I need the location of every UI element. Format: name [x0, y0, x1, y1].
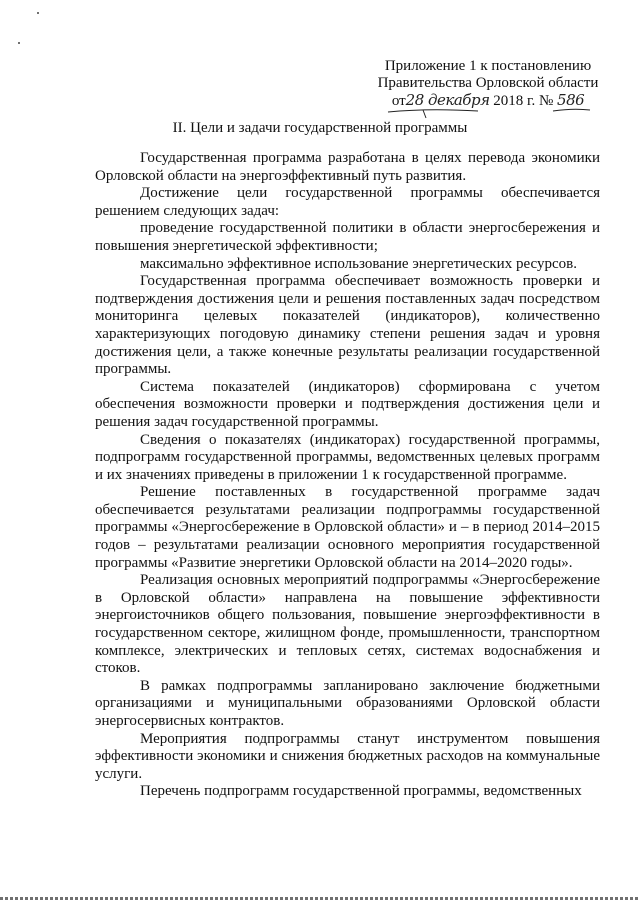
handwriting-underline: [368, 106, 608, 120]
paragraph: Решение поставленных в государственной программе задач обеспечивается результатами реализации подпрограммы государственной программы «Энергосбережение в Орловской области» и – в период 2014–2015 годов – результатами реализации основного мероприятия государственной программы «Развитие энергетики Орловской области на 2014–2020 годы».: [95, 484, 600, 571]
paragraph: В рамках подпрограммы запланировано заключение бюджетными организациями и муниципальными образованиями Орловской области энергосервисных контрактов.: [95, 677, 600, 729]
paragraph: максимально эффективное использование энергетических ресурсов.: [140, 255, 577, 272]
scan-edge-line: [0, 897, 640, 900]
header-line-government: Правительства Орловской области: [377, 75, 599, 91]
paragraph: Система показателей (индикаторов) сформирована с учетом обеспечения возможности проверки и подтверждения достижения цели и решения задач государственной программы.: [95, 378, 600, 430]
paragraph: Сведения о показателях (индикаторах) государственной программы, подпрограмм государственной программы, ведомственных целевых программ и их значениях приведены в приложении 1 к государственной программе.: [95, 431, 600, 483]
paragraph: Государственная программа разработана в целях перевода экономики Орловской области на энергоэффективный путь развития.: [95, 150, 600, 184]
document-header: [368, 58, 608, 110]
document-body: [95, 150, 600, 801]
paragraph: Мероприятия подпрограммы станут инструментом повышения эффективности экономики и снижения бюджетных расходов на коммунальные услуги.: [95, 730, 600, 782]
paragraph: Перечень подпрограмм государственной программы, ведомственных: [140, 783, 582, 800]
year-and-number-label: 2018 г. №: [493, 93, 554, 109]
section-title: II. Цели и задачи государственной программы: [172, 120, 468, 136]
paragraph: проведение государственной политики в области энергосбережения и повышения энергетической эффективности;: [95, 220, 600, 254]
header-line-appendix: Приложение 1 к постановлению: [384, 58, 592, 74]
handwritten-date: 28 декабря: [405, 91, 490, 109]
date-prefix: от: [391, 93, 406, 109]
paragraph: Государственная программа обеспечивает возможность проверки и подтверждения достижения цели и решения поставленных задач посредством мониторинга целевых показателей (индикаторов), количественно характеризующих погодовую динамику степени решения задач и уровня достижения цели, а также конечные результаты реализации государственной программы.: [95, 273, 600, 378]
handwritten-number: 586: [557, 91, 585, 109]
scan-speck: [37, 12, 39, 14]
paragraph: Достижение цели государственной программы обеспечивается решением следующих задач:: [95, 185, 600, 219]
header-date-line: [368, 92, 608, 110]
paragraph: Реализация основных мероприятий подпрограммы «Энергосбережение в Орловской области» направлена на повышение эффективности энергоисточников общего пользования, повышение энергоэффективности в государственном секторе, жилищном фонде, промышленности, транспортном комплексе, электрических и тепловых сетях, системах водоснабжения и стоков.: [95, 572, 600, 677]
scan-speck: [18, 42, 20, 44]
